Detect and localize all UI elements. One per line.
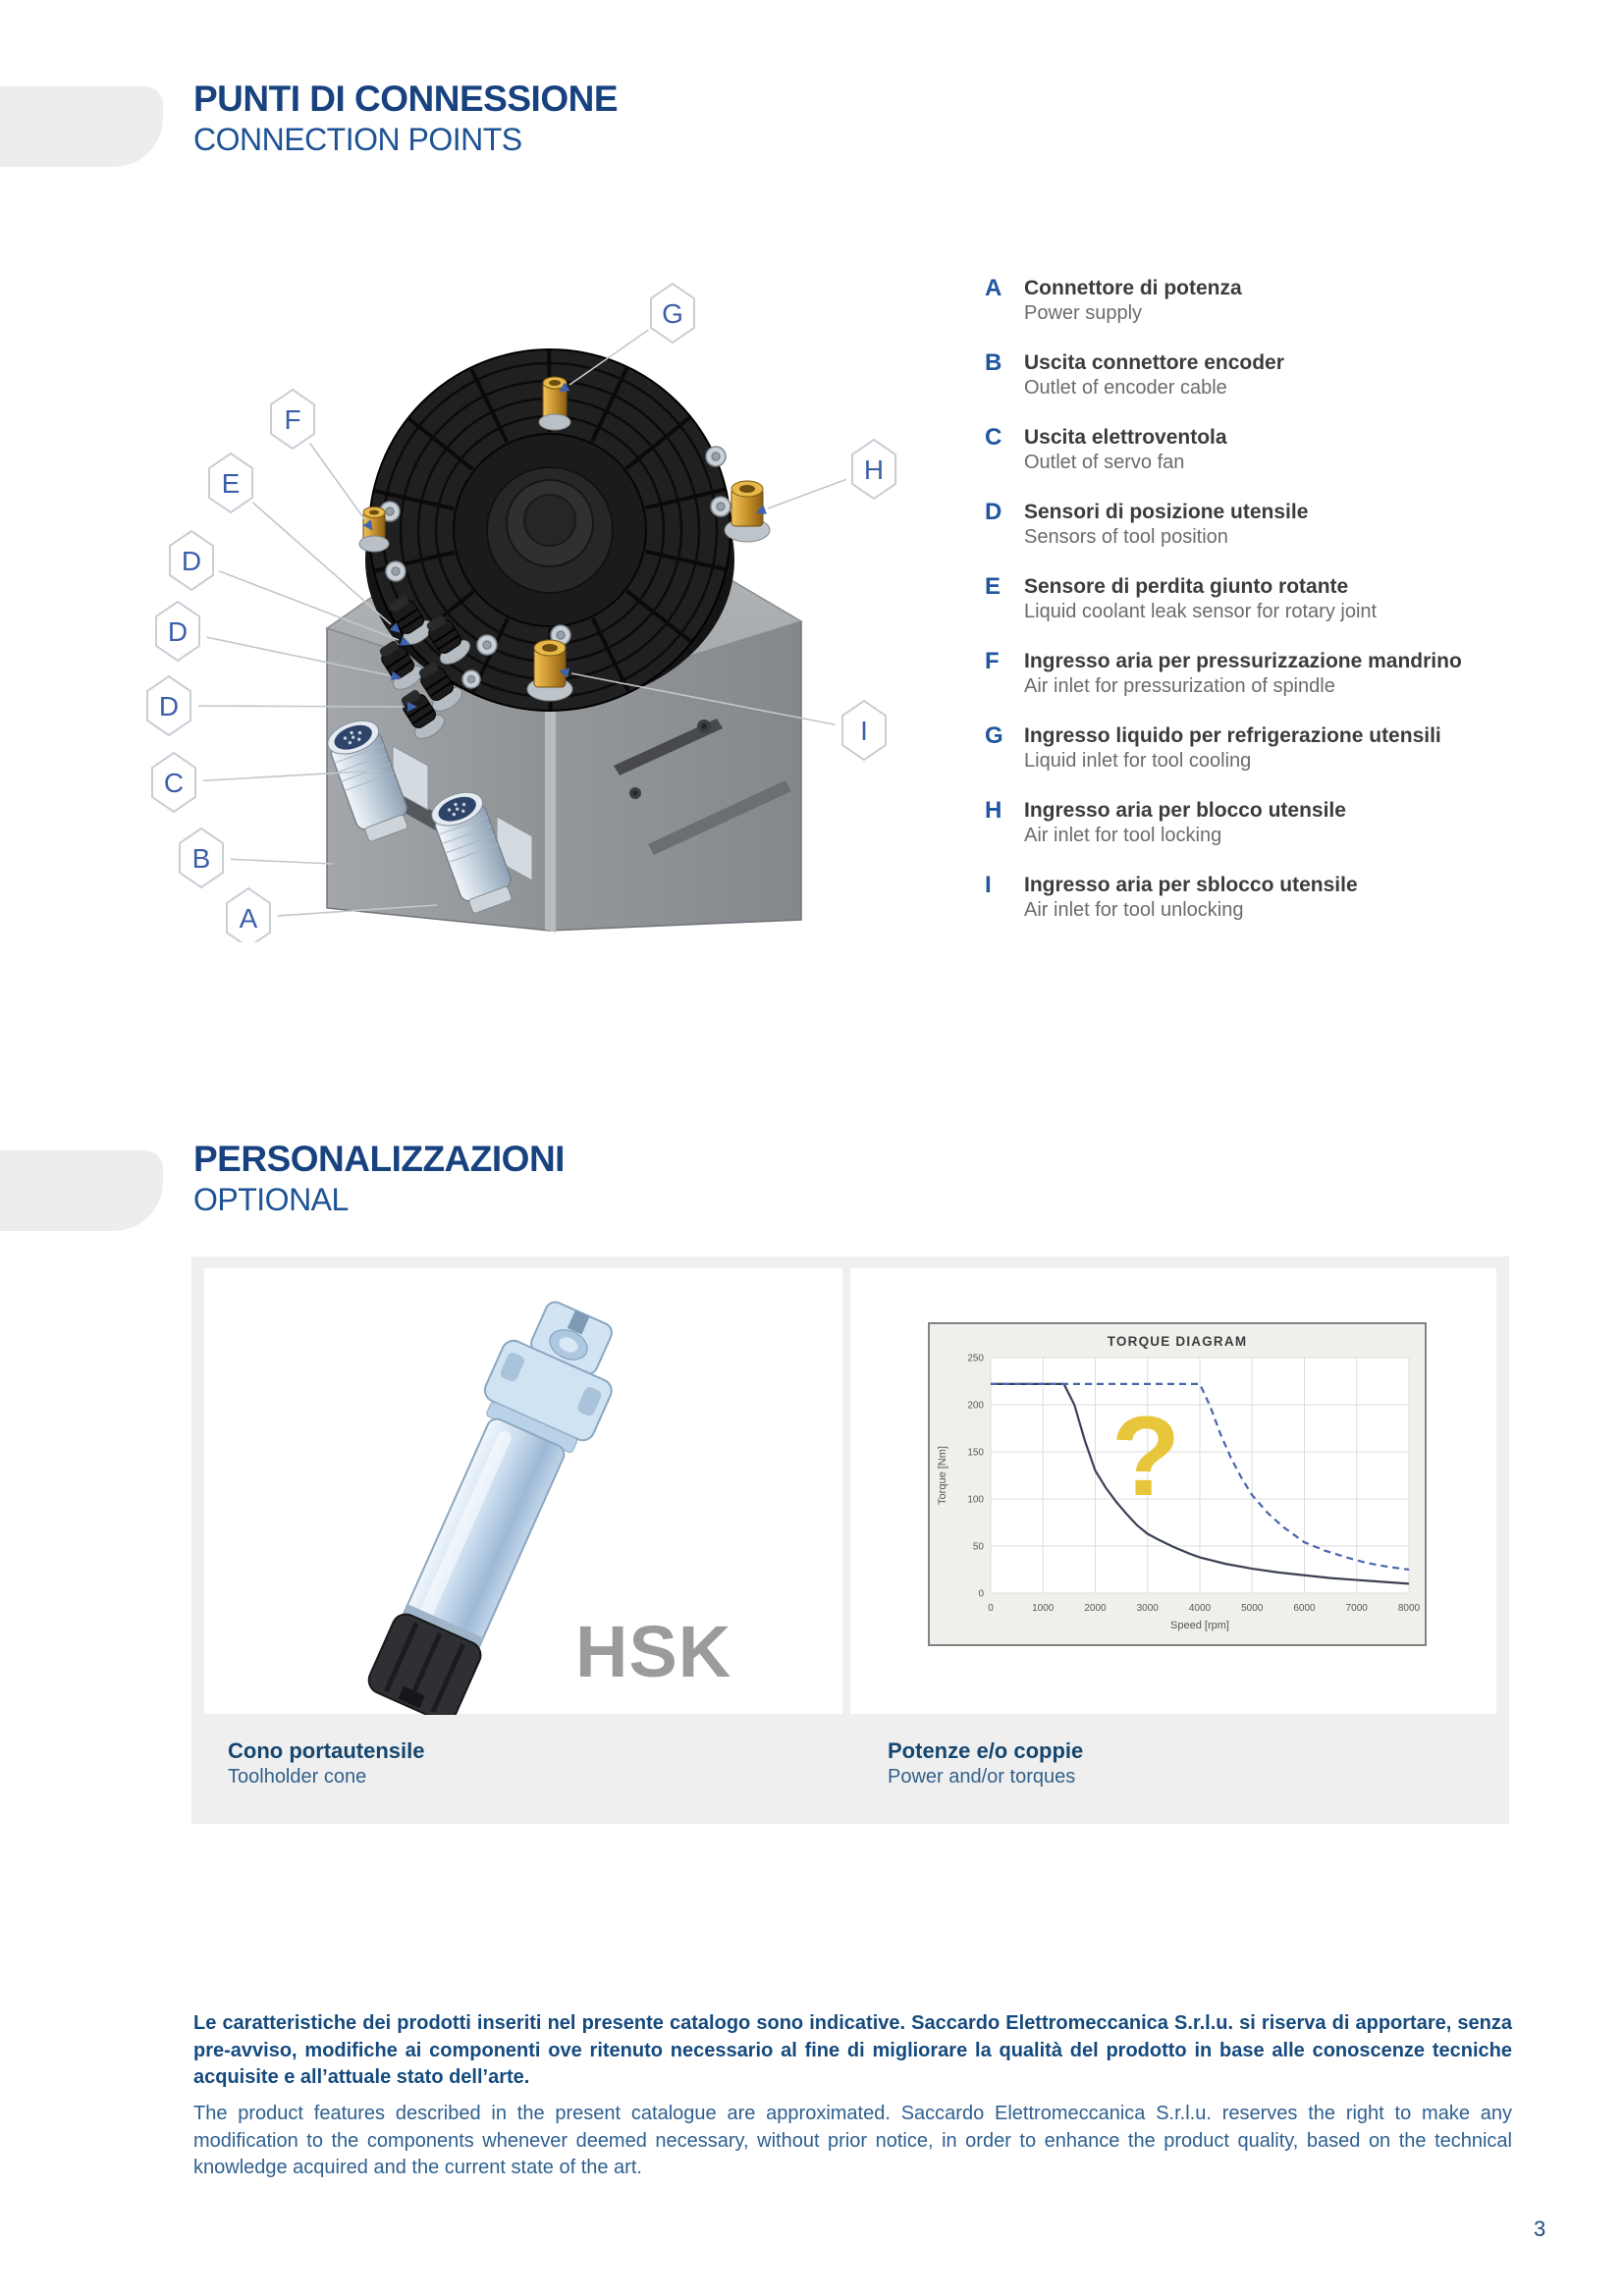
y-tick-label: 50: [972, 1541, 984, 1553]
label-leader-line: [198, 706, 405, 707]
y-axis-label: Torque [Nm]: [937, 1446, 948, 1505]
diagram-label-badge: [651, 284, 694, 343]
legend-letter: B: [985, 349, 1002, 376]
legend-label-en: Liquid coolant leak sensor for rotary joint: [1024, 601, 1378, 622]
spindle-connection-diagram: [98, 236, 982, 942]
label-leader-line: [768, 479, 846, 508]
legend-label-en: Outlet of servo fan: [1024, 452, 1185, 473]
diagram-label-badge: [842, 701, 886, 760]
x-tick-label: 5000: [1241, 1603, 1264, 1614]
diagram-label-letter: D: [158, 691, 180, 721]
legend-item: [985, 649, 1515, 698]
diagram-label-badge: [227, 888, 270, 942]
label-leader-line: [231, 859, 333, 864]
y-tick-label: 150: [967, 1447, 984, 1459]
legend-label-en: Air inlet for tool locking: [1024, 825, 1222, 846]
legend-label-it: Connettore di potenza: [1024, 277, 1242, 299]
legend-label-it: Ingresso liquido per refrigerazione utensili: [1024, 724, 1441, 747]
section-tab-marker: [0, 1150, 163, 1231]
torque-diagram-chart: [928, 1322, 1427, 1646]
legend-item: [985, 574, 1515, 623]
disclaimer-en: The product features described in the present catalogue are approximated. Saccardo Elettromeccanica S.r.l.u. reserves the right to make any modification to the components whenever deemed necessary, without prior notice, in order to enhance the product quality, based on the technical knowledge acquired and the current state of the art.: [193, 2103, 1512, 2178]
y-tick-label: 250: [967, 1353, 984, 1364]
legend-label-it: Ingresso aria per pressurizzazione mandrino: [1024, 650, 1462, 672]
section1-title-it: PUNTI DI CONNESSIONE: [193, 79, 618, 119]
legend-label-it: Uscita connettore encoder: [1024, 351, 1284, 374]
legend-item: [985, 873, 1515, 922]
chart-title: TORQUE DIAGRAM: [1107, 1334, 1248, 1349]
legend-letter: C: [985, 424, 1002, 451]
section2-title-en: OPTIONAL: [193, 1182, 349, 1217]
legend-label-it: Ingresso aria per blocco utensile: [1024, 799, 1346, 822]
legend-letter: E: [985, 573, 1001, 600]
caption-en: Power and/or torques: [888, 1766, 1076, 1788]
x-tick-label: 3000: [1136, 1603, 1159, 1614]
legend-item: [985, 723, 1515, 773]
legend-item: [985, 425, 1515, 474]
diagram-label-letter: D: [181, 546, 202, 576]
x-tick-label: 1000: [1032, 1603, 1055, 1614]
caption-it: Potenze e/o coppie: [888, 1738, 1084, 1763]
diagram-label-badge: [180, 828, 223, 887]
section1-title-en: CONNECTION POINTS: [193, 122, 522, 157]
diagram-label-letter: I: [860, 716, 868, 746]
diagram-label-letter: D: [167, 616, 189, 647]
caption-en: Toolholder cone: [228, 1766, 367, 1788]
connection-legend: [985, 276, 1515, 922]
y-tick-label: 200: [967, 1400, 984, 1412]
caption-it: Cono portautensile: [228, 1738, 425, 1763]
legend-label-en: Air inlet for pressurization of spindle: [1024, 675, 1335, 697]
legend-letter: A: [985, 275, 1002, 301]
legend-item: [985, 350, 1515, 400]
legend-label-en: Outlet of encoder cable: [1024, 377, 1227, 399]
label-leader-line: [310, 443, 365, 520]
x-tick-label: 6000: [1293, 1603, 1316, 1614]
diagram-label-badge: [152, 753, 195, 812]
legend-label-it: Sensore di perdita giunto rotante: [1024, 575, 1349, 598]
diagram-label-letter: C: [163, 768, 185, 798]
x-tick-label: 2000: [1084, 1603, 1107, 1614]
x-tick-label: 7000: [1345, 1603, 1368, 1614]
toolholder-cone-illustration: [204, 1268, 842, 1715]
legend-letter: H: [985, 797, 1002, 824]
legend-label-en: Air inlet for tool unlocking: [1024, 899, 1244, 921]
diagram-label-badge: [209, 454, 252, 512]
diagram-label-badge: [147, 676, 190, 735]
legend-label-en: Liquid inlet for tool cooling: [1024, 750, 1252, 772]
diagram-label-letter: G: [662, 298, 683, 329]
legend-item: [985, 798, 1515, 847]
legend-label-it: Sensori di posizione utensile: [1024, 501, 1309, 523]
x-tick-label: 8000: [1397, 1603, 1421, 1614]
legend-letter: F: [985, 648, 1000, 674]
air-inlet-fitting-F: [359, 507, 389, 553]
y-tick-label: 0: [978, 1588, 984, 1600]
legend-label-it: Ingresso aria per sblocco utensile: [1024, 874, 1358, 896]
diagram-label-badge: [170, 531, 213, 590]
section2-title-it: PERSONALIZZAZIONI: [193, 1139, 565, 1179]
x-tick-label: 4000: [1188, 1603, 1212, 1614]
legend-letter: I: [985, 872, 992, 898]
disclaimer-it: Le caratteristiche dei prodotti inseriti nel presente catalogo sono indicative. Saccardo Elettromeccanica S.r.l.u. si riserva di apportare, senza pre-avviso, modifiche ai componenti ove ritenuto necessario al fine di migliorare la qualità del prodotto in base alle conoscenze tecniche acquisite e all’attuale stato dell’arte.: [193, 2012, 1512, 2088]
question-mark-annotation: ?: [1110, 1394, 1181, 1520]
y-tick-label: 100: [967, 1494, 984, 1506]
page-number: 3: [1534, 2216, 1546, 2241]
legend-letter: G: [985, 722, 1003, 749]
diagram-label-letter: F: [284, 404, 301, 435]
legend-label-en: Power supply: [1024, 302, 1143, 324]
x-tick-label: 0: [988, 1603, 994, 1614]
diagram-label-badge: [852, 440, 895, 499]
legend-item: [985, 500, 1515, 549]
legend-item: [985, 276, 1515, 325]
torque-caption: [888, 1737, 1083, 1789]
diagram-label-letter: A: [239, 903, 258, 934]
legend-label-it: Uscita elettroventola: [1024, 426, 1227, 449]
diagram-label-letter: H: [863, 454, 885, 485]
x-axis-label: Speed [rpm]: [1170, 1620, 1229, 1631]
diagram-label-letter: E: [221, 468, 241, 499]
toolholder-cone-panel: [204, 1268, 842, 1714]
legend-label-en: Sensors of tool position: [1024, 526, 1228, 548]
diagram-label-letter: B: [191, 843, 211, 874]
diagram-label-badge: [156, 602, 199, 661]
toolholder-caption: [228, 1737, 424, 1789]
diagram-label-badge: [271, 390, 314, 449]
legend-letter: D: [985, 499, 1002, 525]
spindle-illustration: [98, 236, 982, 942]
section-tab-marker: [0, 86, 163, 167]
torque-diagram-panel: [850, 1268, 1496, 1714]
hsk-label: HSK: [575, 1611, 732, 1692]
